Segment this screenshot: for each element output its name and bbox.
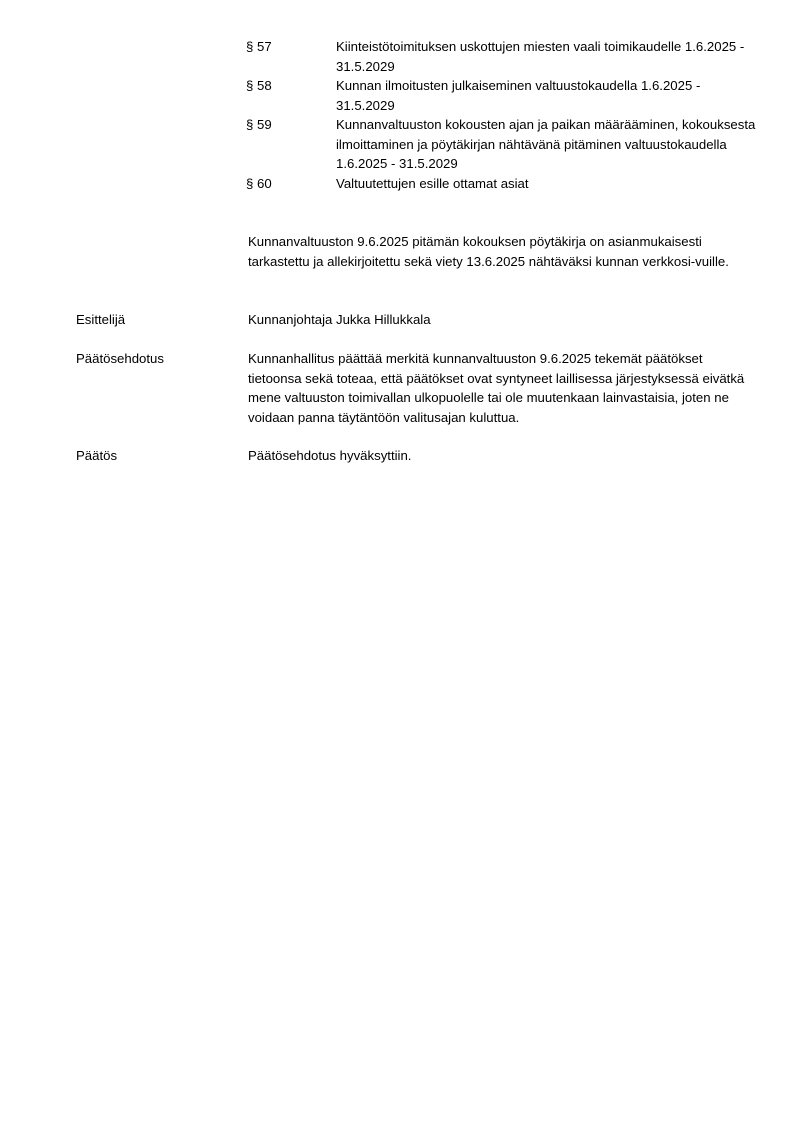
section-list xyxy=(246,37,756,193)
section-number: § 58 xyxy=(246,78,272,93)
section-item xyxy=(246,76,756,115)
section-item xyxy=(246,37,756,76)
section-item xyxy=(246,115,756,174)
section-title: Kunnanvaltuuston kokousten ajan ja paikan määrääminen, kokouksesta ilmoittaminen ja pöytäkirjan nähtävänä pitäminen valtuustokaudella 1.6.2025 - 31.5.2029 xyxy=(336,117,756,171)
section-number: § 59 xyxy=(246,117,272,132)
proposal-value: Kunnanhallitus päättää merkitä kunnanvaltuuston 9.6.2025 tekemät päätökset tietoonsa sekä toteaa, että päätökset ovat syntyneet laillisessa järjestyksessä eivätkä mene valtuuston toimivallan ulkopuolelle tai ole muutenkaan lainvastaisia, joten ne voidaan panna täytäntöön valitusajan kuluttua. xyxy=(248,351,745,425)
proposal-label: Päätösehdotus xyxy=(76,351,164,366)
section-title: Valtuutettujen esille ottamat asiat xyxy=(336,175,529,191)
section-title: Kiinteistötoimituksen uskottujen miesten vaali toimikaudelle 1.6.2025 - 31.5.2029 xyxy=(336,39,745,74)
presenter-label: Esittelijä xyxy=(76,312,126,327)
section-number: § 60 xyxy=(246,175,272,191)
section-item xyxy=(246,174,756,194)
section-number: § 57 xyxy=(246,39,272,54)
intro-paragraph: Kunnanvaltuuston 9.6.2025 pitämän kokouksen pöytäkirja on asianmukaisesti tarkastettu ja allekirjoitettu sekä viety 13.6.2025 nähtäväksi kunnan verkkosi-vuille. xyxy=(248,234,729,269)
presenter-value: Kunnanjohtaja Jukka Hillukkala xyxy=(248,312,431,327)
section-title: Kunnan ilmoitusten julkaiseminen valtuustokaudella 1.6.2025 - 31.5.2029 xyxy=(336,78,701,113)
decision-label: Päätös xyxy=(76,448,118,463)
decision-value: Päätösehdotus hyväksyttiin. xyxy=(248,448,412,463)
